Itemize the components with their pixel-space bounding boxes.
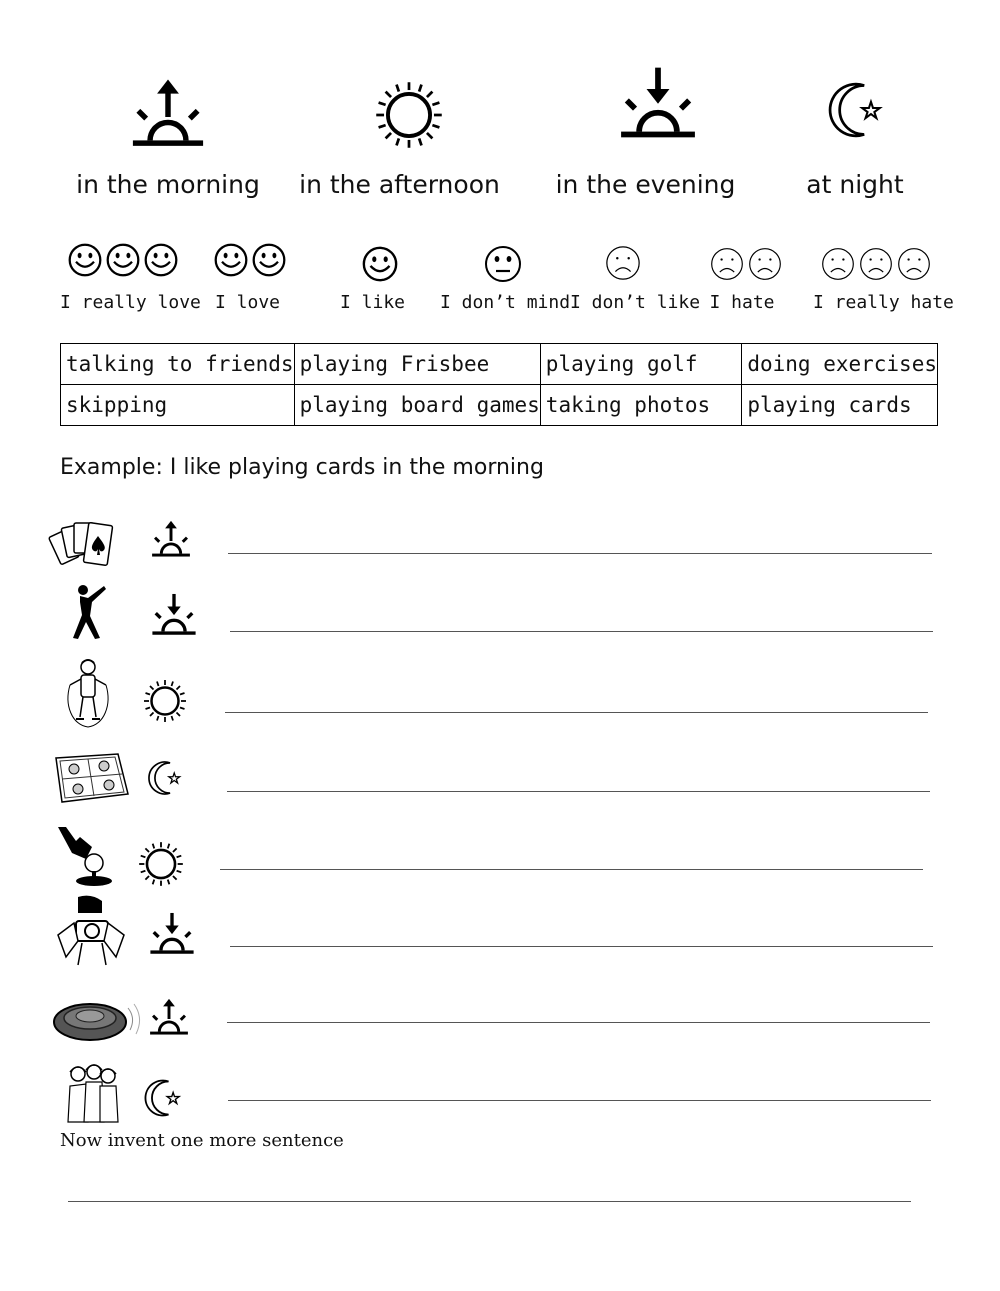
happy-face-icon [67,242,103,278]
feeling-label-like: I like [339,292,406,313]
happy-face-icon [105,242,141,278]
sun-icon [140,676,190,726]
table-cell: talking to friends [61,344,295,385]
answer-line[interactable] [227,791,930,792]
sun-icon [135,838,187,890]
neutral-face-icon [483,244,523,284]
sad-face-icon [896,246,932,282]
sunset-icon [617,66,699,148]
table-row [61,385,938,426]
sad-face-icon [709,246,745,282]
skipping-icon [62,655,114,733]
table-cell: playing golf [540,344,742,385]
like-faces [361,245,399,283]
answer-line[interactable] [230,946,933,947]
moon-star-icon [144,757,186,799]
answer-line[interactable] [228,553,932,554]
camera-icon [56,895,126,967]
table-row [61,344,938,385]
sad-face-icon [820,246,856,282]
activities-table [60,343,938,426]
golf-icon [56,825,116,887]
hate-faces [709,246,783,282]
dont-mind-faces [483,244,523,284]
table-cell: playing cards [742,385,938,426]
sun-icon [370,76,448,154]
frisbee-icon [50,992,150,1052]
dont-like-faces [604,244,642,282]
feeling-label-really-love: I really love [60,292,201,313]
friends-icon [64,1062,120,1124]
answer-line[interactable] [228,1100,931,1101]
answer-line[interactable] [227,1022,930,1023]
time-label-night: at night [806,170,904,199]
sad-face-icon [604,244,642,282]
table-cell: taking photos [540,385,742,426]
exercise-icon [66,582,112,640]
time-label-morning: in the morning [76,170,260,199]
invent-instruction: Now invent one more sentence [60,1130,344,1151]
answer-line[interactable] [230,631,933,632]
feeling-label-dont-like: I don’t like [570,292,701,313]
moon-star-icon [822,76,890,144]
feeling-label-hate: I hate [709,292,775,313]
sunrise-icon [150,520,192,562]
moon-star-icon [140,1075,186,1121]
answer-line[interactable] [220,869,923,870]
answer-line[interactable] [225,712,928,713]
happy-face-icon [213,242,249,278]
sad-face-icon [858,246,894,282]
sunrise-icon [148,998,190,1040]
board-game-icon [52,752,130,804]
feeling-label-really-hate: I really hate [813,292,954,313]
feeling-label-love: I love [214,292,281,313]
happy-face-icon [143,242,179,278]
sunset-icon [150,593,198,641]
sad-face-icon [747,246,783,282]
happy-face-icon [361,245,399,283]
time-label-evening: in the evening [555,170,736,199]
really-hate-faces [820,246,932,282]
table-cell: playing Frisbee [294,344,540,385]
feeling-label-dont-mind: I don’t mind [440,292,571,313]
table-cell: playing board games [294,385,540,426]
example-sentence: Example: I like playing cards in the morning [60,455,544,480]
final-answer-line[interactable] [68,1201,911,1202]
table-cell: doing exercises [742,344,938,385]
time-label-afternoon: in the afternoon [299,170,500,199]
playing-cards-icon [52,518,116,570]
table-cell: skipping [61,385,295,426]
sunrise-icon [128,78,208,156]
happy-face-icon [251,242,287,278]
love-faces [213,242,287,278]
really-love-faces [67,242,179,278]
sunset-icon [148,912,196,960]
